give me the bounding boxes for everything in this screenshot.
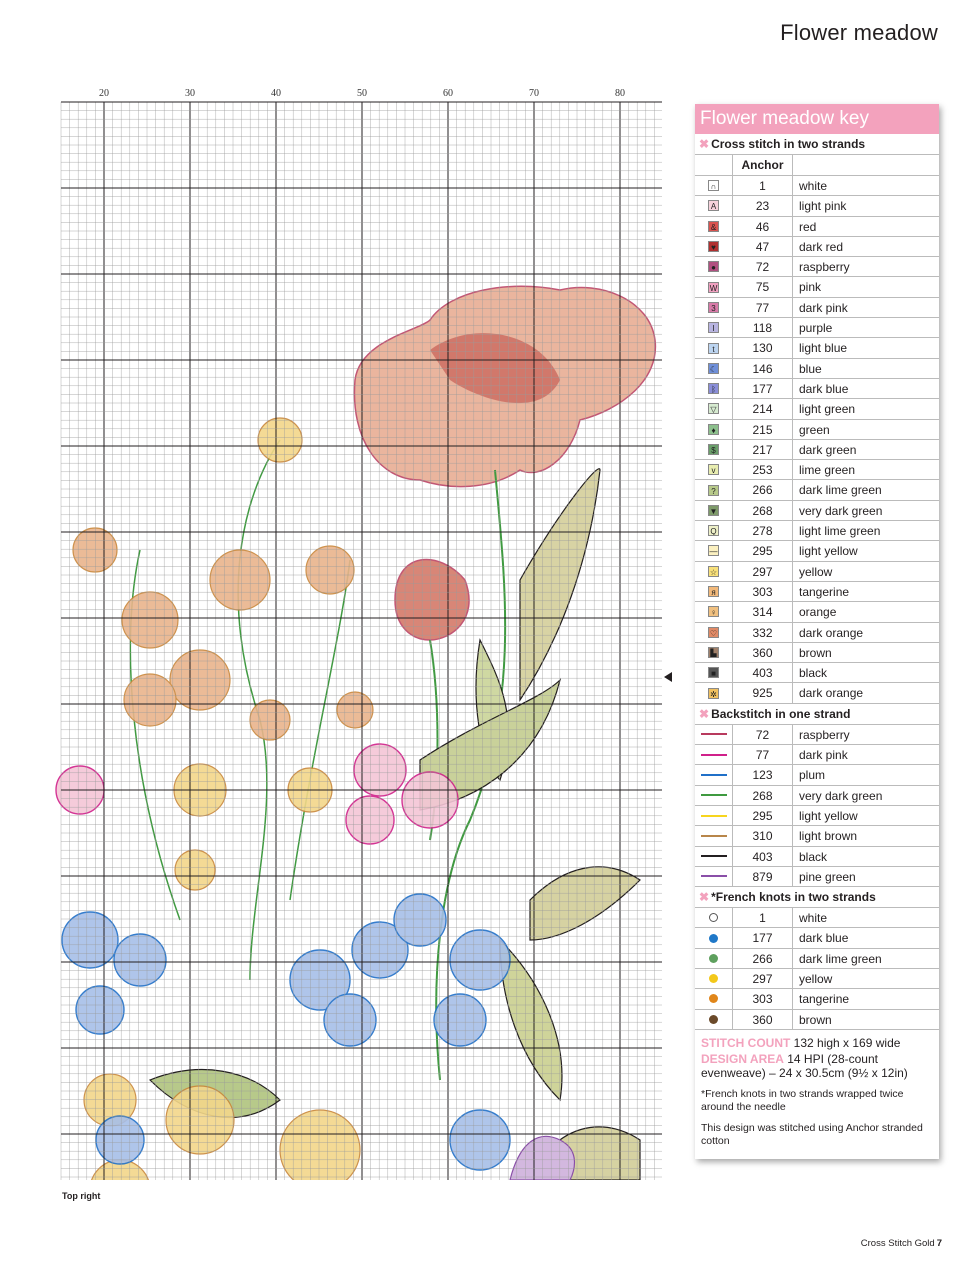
stitch-symbol — [695, 257, 733, 276]
stitch-symbol — [695, 643, 733, 662]
anchor-number: 268 — [733, 501, 793, 520]
color-name: dark red — [799, 239, 844, 254]
color-name: light yellow — [799, 544, 858, 559]
symbol-swatch: ✲ — [708, 688, 719, 699]
cross-stitch-row — [695, 582, 939, 602]
knot-dot — [695, 908, 733, 927]
anchor-number: 123 — [733, 765, 793, 784]
center-marker-arrow — [664, 672, 672, 682]
backstitch-row — [695, 806, 939, 826]
cross-stitch-row — [695, 176, 939, 196]
symbol-swatch: ▽ — [708, 403, 719, 414]
anchor-column-header — [695, 155, 939, 176]
french-knot-row — [695, 1010, 939, 1030]
anchor-number: 879 — [733, 867, 793, 886]
color-name: dark blue — [799, 931, 849, 946]
cross-stitch-row — [695, 541, 939, 561]
dot-swatch — [709, 934, 718, 943]
column-label: 80 — [615, 88, 625, 99]
page-title: Flower meadow — [780, 20, 938, 45]
cross-stitch-row — [695, 338, 939, 358]
symbol-swatch: ● — [708, 261, 719, 272]
cross-stitch-chart — [0, 80, 680, 1180]
symbol-swatch: ∩ — [708, 180, 719, 191]
backstitch-line — [695, 745, 733, 764]
stitch-symbol — [695, 277, 733, 296]
orange-flowers — [73, 528, 373, 740]
cross-stitch-row — [695, 480, 939, 500]
cross-stitch-row — [695, 399, 939, 419]
anchor-number: 268 — [733, 786, 793, 805]
anchor-number: 360 — [733, 643, 793, 662]
line-swatch — [701, 733, 727, 735]
cross-stitch-row — [695, 562, 939, 582]
color-name: dark lime green — [799, 483, 882, 498]
stitch-symbol — [695, 217, 733, 236]
stitch-symbol — [695, 623, 733, 642]
design-area: DESIGN AREA 14 HPI (28-count evenweave) – 24 x 30.5cm (9½ x 12in) — [701, 1051, 908, 1080]
anchor-number: 360 — [733, 1010, 793, 1029]
color-name: light green — [799, 402, 856, 417]
cross-stitch-list — [695, 176, 939, 704]
symbol-swatch: W — [709, 283, 718, 293]
cross-icon: ✖ — [699, 137, 710, 151]
stitch-symbol — [695, 480, 733, 499]
backstitch-row — [695, 867, 939, 887]
french-knots-heading-text: *French knots in two strands — [711, 890, 876, 905]
anchor-number: 266 — [733, 480, 793, 499]
backstitch-row — [695, 745, 939, 765]
stitch-symbol — [695, 521, 733, 540]
anchor-number: 46 — [733, 217, 793, 236]
backstitch-line — [695, 826, 733, 845]
stitch-symbol — [695, 663, 733, 682]
column-label: 30 — [185, 88, 195, 99]
symbol-swatch: ? — [708, 485, 719, 496]
symbol-swatch: я — [708, 586, 719, 597]
poppy-bud — [395, 560, 469, 640]
color-name: orange — [799, 605, 837, 620]
cross-stitch-row — [695, 379, 939, 399]
anchor-number: 266 — [733, 949, 793, 968]
column-label: 20 — [99, 88, 109, 99]
cross-stitch-heading-text: Cross stitch in two strands — [711, 137, 866, 151]
dot-swatch — [709, 974, 718, 983]
stitch-symbol — [695, 196, 733, 215]
cross-stitch-row — [695, 318, 939, 338]
color-name: black — [799, 849, 828, 864]
leaf — [530, 867, 640, 940]
stitch-symbol — [695, 379, 733, 398]
cross-stitch-row — [695, 683, 939, 703]
cross-stitch-row — [695, 440, 939, 460]
cross-stitch-row — [695, 237, 939, 257]
french-knot-row — [695, 969, 939, 989]
stitch-count: STITCH COUNT 132 high x 169 wide — [701, 1035, 901, 1050]
stitch-symbol — [695, 420, 733, 439]
cross-stitch-row — [695, 643, 939, 663]
backstitch-row — [695, 786, 939, 806]
symbol-swatch: ♀ — [708, 606, 719, 617]
stitch-symbol — [695, 237, 733, 256]
anchor-heading: Anchor — [733, 155, 793, 175]
stitch-symbol — [695, 562, 733, 581]
french-knots-heading — [695, 887, 939, 908]
color-name: purple — [799, 321, 833, 336]
column-label: 40 — [271, 88, 281, 99]
anchor-number: 23 — [733, 196, 793, 215]
backstitch-row — [695, 847, 939, 867]
anchor-number: 303 — [733, 989, 793, 1008]
anchor-number: 77 — [733, 298, 793, 317]
pink-flowers — [56, 744, 458, 844]
color-name: raspberry — [799, 260, 850, 275]
backstitch-list — [695, 725, 939, 887]
knot-dot — [695, 969, 733, 988]
color-name: brown — [799, 645, 832, 660]
color-name: black — [799, 666, 828, 681]
stitch-symbol — [695, 602, 733, 621]
french-knot-row — [695, 908, 939, 928]
french-knot-row — [695, 949, 939, 969]
color-name: dark green — [799, 442, 857, 457]
color-name: light yellow — [799, 808, 858, 823]
stitch-symbol — [695, 176, 733, 195]
stitch-symbol — [695, 440, 733, 459]
color-name: dark pink — [799, 748, 848, 763]
cross-icon: ✖ — [699, 890, 710, 905]
thread-note: This design was stitched using Anchor stranded cotton — [701, 1121, 923, 1147]
color-name: dark pink — [799, 300, 848, 315]
anchor-number: 130 — [733, 338, 793, 357]
anchor-number: 403 — [733, 663, 793, 682]
stitch-symbol — [695, 359, 733, 378]
anchor-number: 75 — [733, 277, 793, 296]
symbol-swatch: Q — [708, 525, 719, 536]
color-name: green — [799, 422, 830, 437]
page-number: 7 — [936, 1238, 942, 1249]
backstitch-line — [695, 765, 733, 784]
anchor-number: 177 — [733, 379, 793, 398]
symbol-swatch: & — [708, 221, 719, 232]
color-name: pink — [799, 280, 822, 295]
french-knot-note: *French knots in two strands wrapped twice around the needle — [701, 1087, 904, 1113]
symbol-swatch: ■ — [708, 667, 719, 678]
symbol-swatch: v — [708, 464, 719, 475]
stitch-symbol — [695, 582, 733, 601]
color-name: dark lime green — [799, 951, 882, 966]
knot-dot — [695, 989, 733, 1008]
symbol-swatch: ♡ — [709, 628, 718, 638]
color-name: light pink — [799, 199, 847, 214]
color-name: brown — [799, 1012, 832, 1027]
backstitch-row — [695, 725, 939, 745]
stitch-symbol — [695, 501, 733, 520]
cross-stitch-heading — [695, 134, 939, 155]
magazine-name: Cross Stitch Gold — [860, 1238, 935, 1249]
symbol-swatch: ☾ — [709, 364, 718, 374]
backstitch-row — [695, 826, 939, 846]
cross-stitch-row — [695, 196, 939, 216]
color-name: tangerine — [799, 992, 850, 1007]
french-knots-list — [695, 908, 939, 1030]
line-swatch — [701, 835, 727, 837]
line-swatch — [701, 754, 727, 756]
backstitch-line — [695, 867, 733, 886]
anchor-number: 1 — [733, 908, 793, 927]
dot-swatch — [709, 913, 718, 922]
anchor-number: 278 — [733, 521, 793, 540]
anchor-number: 297 — [733, 969, 793, 988]
cross-stitch-row — [695, 298, 939, 318]
anchor-number: 303 — [733, 582, 793, 601]
backstitch-line — [695, 847, 733, 866]
anchor-number: 297 — [733, 562, 793, 581]
color-name: raspberry — [799, 727, 850, 742]
symbol-swatch: ▙ — [708, 647, 719, 658]
anchor-number: 72 — [733, 725, 793, 744]
cross-stitch-row — [695, 277, 939, 297]
color-name: very dark green — [799, 503, 883, 518]
color-name: dark orange — [799, 625, 864, 640]
anchor-number: 177 — [733, 928, 793, 947]
symbol-swatch: ♦ — [708, 424, 719, 435]
stitch-symbol — [695, 683, 733, 702]
cross-stitch-row — [695, 663, 939, 683]
anchor-number: 72 — [733, 257, 793, 276]
anchor-number: 310 — [733, 826, 793, 845]
backstitch-heading-text: Backstitch in one strand — [711, 706, 851, 721]
backstitch-line — [695, 786, 733, 805]
key-title: Flower meadow key — [695, 104, 939, 134]
color-name: white — [799, 911, 828, 926]
stitch-symbol — [695, 460, 733, 479]
symbol-swatch: ♥ — [708, 241, 719, 252]
backstitch-line — [695, 806, 733, 825]
backstitch-heading — [695, 704, 939, 725]
backstitch-row — [695, 765, 939, 785]
line-swatch — [701, 855, 727, 857]
knot-dot — [695, 949, 733, 968]
anchor-number: 217 — [733, 440, 793, 459]
color-name: dark blue — [799, 381, 849, 396]
stitch-symbol — [695, 399, 733, 418]
symbol-swatch: $ — [708, 444, 719, 455]
stitch-grid — [0, 80, 680, 1180]
color-name: pine green — [799, 869, 856, 884]
french-knot-row — [695, 928, 939, 948]
color-name: lime green — [799, 463, 856, 478]
cross-stitch-row — [695, 420, 939, 440]
knot-dot — [695, 928, 733, 947]
dot-swatch — [709, 1015, 718, 1024]
color-name: very dark green — [799, 788, 883, 803]
column-label: 60 — [443, 88, 453, 99]
symbol-swatch: — — [709, 547, 718, 557]
anchor-number: 403 — [733, 847, 793, 866]
color-name: yellow — [799, 971, 833, 986]
line-swatch — [701, 815, 727, 817]
color-name: red — [799, 219, 817, 234]
dot-swatch — [709, 994, 718, 1003]
cross-stitch-row — [695, 359, 939, 379]
symbol-swatch: ᛒ — [708, 383, 719, 394]
stitch-symbol — [695, 318, 733, 337]
anchor-number: 118 — [733, 318, 793, 337]
color-name: tangerine — [799, 584, 850, 599]
anchor-number: 214 — [733, 399, 793, 418]
key-notes — [695, 1030, 939, 1148]
page-footer — [861, 1238, 942, 1249]
symbol-swatch: t — [708, 343, 719, 354]
section-caption: Top right — [62, 1191, 101, 1201]
color-name: plum — [799, 768, 826, 783]
anchor-number: 295 — [733, 541, 793, 560]
anchor-number: 332 — [733, 623, 793, 642]
cross-stitch-row — [695, 460, 939, 480]
symbol-swatch: A — [708, 200, 719, 211]
cross-stitch-row — [695, 501, 939, 521]
cross-icon: ✖ — [699, 706, 710, 721]
knot-dot — [695, 1010, 733, 1029]
anchor-number: 295 — [733, 806, 793, 825]
column-label: 50 — [357, 88, 367, 99]
symbol-swatch: ☆ — [709, 567, 718, 577]
anchor-number: 925 — [733, 683, 793, 702]
anchor-number: 47 — [733, 237, 793, 256]
stitch-symbol — [695, 298, 733, 317]
cross-stitch-row — [695, 602, 939, 622]
color-name: yellow — [799, 564, 833, 579]
anchor-number: 77 — [733, 745, 793, 764]
color-name: white — [799, 179, 828, 193]
dot-swatch — [709, 954, 718, 963]
color-name: blue — [799, 361, 822, 376]
french-knot-row — [695, 989, 939, 1009]
anchor-number: 146 — [733, 359, 793, 378]
cross-stitch-row — [695, 521, 939, 541]
anchor-number: 314 — [733, 602, 793, 621]
key-panel — [695, 104, 939, 1159]
cross-stitch-row — [695, 623, 939, 643]
stitch-symbol — [695, 541, 733, 560]
thistle — [510, 1136, 574, 1180]
stitch-symbol — [695, 338, 733, 357]
line-swatch — [701, 774, 727, 776]
anchor-number: 1 — [733, 176, 793, 195]
line-swatch — [701, 875, 727, 877]
line-swatch — [701, 794, 727, 796]
color-name: light brown — [799, 829, 858, 844]
symbol-swatch: 3 — [708, 302, 719, 313]
symbol-swatch: I — [708, 322, 719, 333]
backstitch-line — [695, 725, 733, 744]
color-name: light lime green — [799, 524, 881, 539]
color-name: light blue — [799, 341, 848, 356]
color-name: dark orange — [799, 686, 864, 701]
anchor-number: 215 — [733, 420, 793, 439]
column-label: 70 — [529, 88, 539, 99]
symbol-swatch: ▼ — [709, 506, 718, 516]
cross-stitch-row — [695, 217, 939, 237]
cross-stitch-row — [695, 257, 939, 277]
anchor-number: 253 — [733, 460, 793, 479]
